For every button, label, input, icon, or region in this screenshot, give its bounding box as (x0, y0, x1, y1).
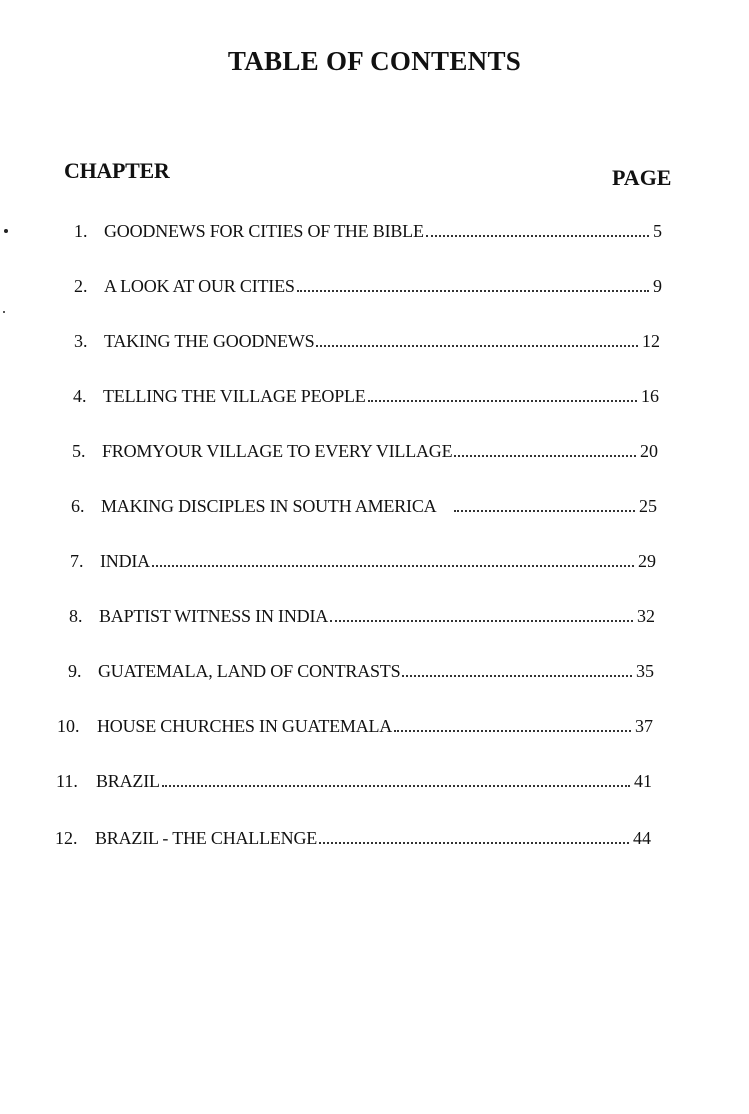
toc-entry-title: FROMYOUR VILLAGE TO EVERY VILLAGE (102, 441, 453, 461)
page-title: TABLE OF CONTENTS (227, 46, 522, 76)
toc-entry[interactable] (73, 386, 659, 410)
toc-entry-number: 12. (55, 828, 78, 848)
toc-entry[interactable] (68, 661, 654, 685)
toc-entry-number: 2. (74, 276, 88, 296)
toc-entry-number: 8. (69, 606, 83, 626)
chapter-column-header: CHAPTER (64, 158, 170, 183)
toc-entry-page: 16 (641, 386, 659, 406)
toc-entry-number: 10. (57, 716, 80, 736)
toc-entry[interactable] (71, 496, 657, 520)
toc-entry-number: 7. (70, 551, 84, 571)
toc-entry[interactable] (74, 276, 662, 300)
toc-entry-title: TAKING THE GOODNEWS (104, 331, 315, 351)
toc-entry-page: 44 (633, 828, 651, 848)
toc-entry[interactable] (55, 828, 651, 852)
toc-entry[interactable] (74, 221, 662, 245)
toc-entry-number: 4. (73, 386, 87, 406)
dot-leader (152, 564, 634, 567)
dot-leader (426, 234, 649, 237)
toc-entry-number: 11. (56, 771, 78, 791)
toc-entry[interactable] (69, 606, 655, 630)
toc-entry-title: BRAZIL (96, 771, 160, 791)
toc-entry-page: 37 (635, 716, 653, 736)
toc-entry-title: HOUSE CHURCHES IN GUATEMALA (97, 716, 393, 736)
toc-entry-number: 1. (74, 221, 88, 241)
toc-entry-number: 9. (68, 661, 82, 681)
scan-speck (3, 311, 5, 313)
toc-entry-page: 32 (637, 606, 655, 626)
toc-entry[interactable] (74, 331, 660, 355)
toc-entry-title: GUATEMALA, LAND OF CONTRASTS (98, 661, 401, 681)
toc-entry-title: BRAZIL - THE CHALLENGE (95, 828, 318, 848)
toc-entry[interactable] (72, 441, 658, 465)
scan-speck (4, 229, 8, 233)
toc-entry-page: 29 (638, 551, 656, 571)
toc-entry[interactable] (57, 716, 653, 740)
toc-entry-page: 12 (642, 331, 660, 351)
toc-entry-title: BAPTIST WITNESS IN INDIA (99, 606, 329, 626)
dot-leader (330, 619, 633, 622)
toc-entry[interactable] (56, 771, 652, 795)
dot-leader (319, 841, 629, 844)
toc-entry-title: MAKING DISCIPLES IN SOUTH AMERICA (101, 496, 437, 516)
toc-entry-page: 5 (653, 221, 662, 241)
dot-leader (454, 454, 636, 457)
toc-entry-title: A LOOK AT OUR CITIES (104, 276, 295, 296)
toc-entry-title: INDIA (100, 551, 150, 571)
dot-leader (394, 729, 631, 732)
toc-entry-page: 41 (634, 771, 652, 791)
dot-leader (454, 509, 635, 512)
toc-entry[interactable] (70, 551, 656, 575)
toc-entry-number: 6. (71, 496, 85, 516)
page-column-header: PAGE (612, 165, 672, 190)
toc-entry-title: GOODNEWS FOR CITIES OF THE BIBLE (104, 221, 424, 241)
toc-entry-number: 3. (74, 331, 88, 351)
dot-leader (368, 399, 637, 402)
dot-leader (297, 289, 649, 292)
toc-entry-title: TELLING THE VILLAGE PEOPLE (103, 386, 366, 406)
toc-entry-page: 20 (640, 441, 658, 461)
toc-entry-number: 5. (72, 441, 86, 461)
dot-leader (162, 784, 630, 787)
toc-entry-page: 9 (653, 276, 662, 296)
toc-entry-page: 25 (639, 496, 657, 516)
dot-leader (402, 674, 632, 677)
toc-entry-page: 35 (636, 661, 654, 681)
dot-leader (316, 344, 638, 347)
